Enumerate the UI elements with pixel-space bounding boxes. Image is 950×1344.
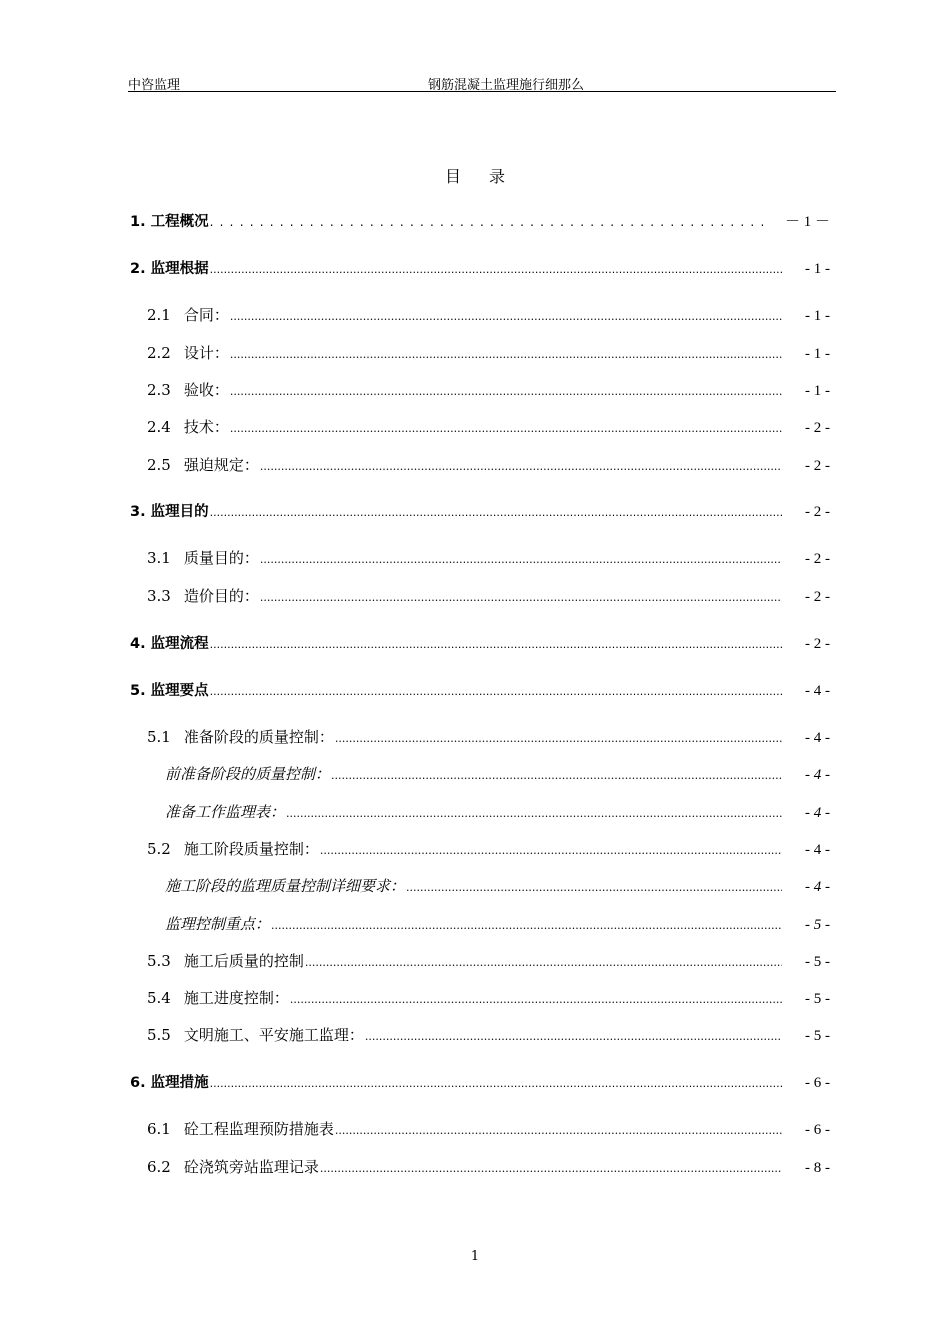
toc-dot-leader — [305, 956, 782, 969]
toc-entry-page: - 2 - — [805, 636, 830, 652]
toc-dot-leader — [260, 553, 782, 566]
toc-entry-label: 6. 监理措施 — [130, 1075, 209, 1091]
toc-dot-leader — [230, 385, 782, 398]
toc-entry-number: 2.4 — [147, 418, 171, 436]
toc-dot-leader — [335, 1124, 782, 1137]
toc-title: 目录 — [444, 167, 533, 186]
toc-dot-leader — [365, 1030, 782, 1043]
toc-dot-leader — [210, 638, 782, 651]
toc-entry-label: 1. 工程概况 — [130, 214, 209, 230]
page-header — [128, 72, 836, 92]
toc-entry-number: 2.2 — [147, 344, 171, 362]
header-left-text: 中咨监理 — [128, 78, 181, 93]
toc-entry[interactable] — [130, 632, 830, 654]
toc-entry-label: 2. 监理根据 — [130, 261, 209, 277]
toc-entry-number: 2.1 — [147, 306, 171, 324]
toc-entry-number: 5.5 — [147, 1026, 171, 1044]
toc-dot-leader — [406, 881, 782, 894]
toc-entry-number: 2.3 — [147, 381, 171, 399]
toc-entry-page: - 2 - — [805, 458, 830, 474]
toc-entry-label: 造价目的： — [183, 587, 259, 605]
toc-dot-leader — [271, 919, 782, 932]
toc-dot-leader — [210, 215, 767, 229]
toc-entry-page: - 4 - — [805, 805, 830, 821]
toc-entry-label: 文明施工、平安施工监理： — [183, 1026, 364, 1044]
toc-entry-page: - 6 - — [805, 1122, 830, 1138]
toc-entry-label: 施工后质量的控制 — [183, 952, 304, 970]
toc-entry-label: 准备阶段的质量控制： — [183, 728, 334, 746]
toc-dot-leader — [210, 506, 782, 519]
toc-dot-leader — [230, 422, 782, 435]
toc-entry-label: 技术： — [183, 418, 229, 436]
toc-entry[interactable] — [130, 1156, 830, 1178]
toc-entry[interactable] — [130, 987, 830, 1009]
toc-entry[interactable] — [130, 726, 830, 748]
toc-entry[interactable] — [130, 1024, 830, 1046]
toc-entry-label: 施工阶段质量控制： — [183, 840, 319, 858]
toc-entry[interactable] — [130, 416, 830, 438]
toc-entry-label: 4. 监理流程 — [130, 636, 209, 652]
toc-entry[interactable] — [130, 913, 830, 935]
toc-dot-leader — [335, 732, 782, 745]
toc-entry[interactable] — [130, 801, 830, 823]
toc-entry-number: 5.1 — [147, 728, 171, 746]
toc-entry[interactable] — [130, 838, 830, 860]
toc-entry-page: - 4 - — [805, 683, 830, 699]
toc-entry-number: 3.3 — [147, 587, 171, 605]
toc-dot-leader — [210, 685, 782, 698]
toc-entry[interactable] — [130, 454, 830, 476]
toc-entry[interactable] — [130, 257, 830, 279]
toc-entry[interactable] — [130, 950, 830, 972]
toc-entry[interactable] — [130, 342, 830, 364]
toc-entry[interactable] — [130, 585, 830, 607]
toc-entry[interactable] — [130, 679, 830, 701]
toc-dot-leader — [230, 348, 782, 361]
toc-entry-label: 砼浇筑旁站监理记录 — [183, 1158, 319, 1176]
toc-entry-page: - 2 - — [805, 420, 830, 436]
toc-entry-label: 监理控制重点： — [165, 915, 271, 933]
toc-dot-leader — [210, 1077, 782, 1090]
toc-dot-leader — [230, 310, 782, 323]
toc-entry-label: 质量目的： — [183, 549, 259, 567]
toc-entry-number: 2.5 — [147, 456, 171, 474]
toc-entry-label: 5. 监理要点 — [130, 683, 209, 699]
toc-entry-page: - 1 - — [805, 261, 830, 277]
toc-entry[interactable] — [130, 763, 830, 785]
toc-dot-leader — [331, 769, 782, 782]
header-title: 钢筋混凝土监理施行细那么 — [428, 78, 585, 93]
toc-entry[interactable] — [130, 1118, 830, 1140]
toc-entry-label: 设计： — [183, 344, 229, 362]
toc-entry[interactable] — [130, 379, 830, 401]
toc-entry-label: 验收： — [183, 381, 229, 399]
toc-dot-leader — [210, 263, 782, 276]
toc-entry-page: - 4 - — [805, 730, 830, 746]
toc-entry[interactable] — [130, 1071, 830, 1093]
toc-dot-leader — [320, 844, 782, 857]
toc-entry-page: - 5 - — [805, 954, 830, 970]
page-number: 1 — [470, 1249, 480, 1264]
toc-entry-page: - 5 - — [805, 1028, 830, 1044]
toc-entry[interactable] — [130, 304, 830, 326]
toc-entry-number: 5.2 — [147, 840, 171, 858]
toc-entry-page: - 1 - — [805, 346, 830, 362]
toc-entry[interactable] — [130, 500, 830, 522]
toc-entry-label: 砼工程监理预防措施表 — [183, 1120, 334, 1138]
toc-entry-label: 强迫规定： — [183, 456, 259, 474]
toc-entry-page: - 2 - — [805, 589, 830, 605]
toc-entry[interactable] — [130, 210, 830, 232]
toc-entry-page: - 2 - — [805, 551, 830, 567]
toc-entry-label: 合同： — [183, 306, 229, 324]
toc-entry-number: 3.1 — [147, 549, 171, 567]
toc-entry-label: 施工阶段的监理质量控制详细要求： — [165, 877, 406, 895]
toc-entry[interactable] — [130, 547, 830, 569]
toc-entry-page: - 1 - — [805, 383, 830, 399]
toc-entry-label: 前准备阶段的质量控制： — [165, 765, 331, 783]
toc-entry-page: - 5 - — [805, 991, 830, 1007]
toc-entry-page: - 8 - — [805, 1160, 830, 1176]
toc-dot-leader — [286, 807, 782, 820]
toc-entry-page: - 4 - — [805, 842, 830, 858]
toc-entry-label: 3. 监理目的 — [130, 504, 209, 520]
toc-entry-page: - 4 - — [805, 879, 830, 895]
toc-entry-label: 准备工作监理表： — [165, 803, 286, 821]
toc-entry-page: - 2 - — [805, 504, 830, 520]
toc-dot-leader — [320, 1162, 782, 1175]
toc-entry-page: - 1 - — [805, 308, 830, 324]
toc-entry-page: - 4 - — [805, 767, 830, 783]
toc-dot-leader — [290, 993, 782, 1006]
toc-entry-page: - 6 - — [805, 1075, 830, 1091]
toc-entry-number: 5.3 — [147, 952, 171, 970]
toc-entry-number: 6.1 — [147, 1120, 171, 1138]
toc-entry-number: 5.4 — [147, 989, 171, 1007]
toc-dot-leader — [260, 591, 782, 604]
toc-entry-page: - 5 - — [805, 917, 830, 933]
toc-entry[interactable] — [130, 875, 830, 897]
toc-entry-page: － 1 － — [784, 214, 830, 230]
toc-dot-leader — [260, 460, 782, 473]
toc-entry-number: 6.2 — [147, 1158, 171, 1176]
toc-entry-label: 施工进度控制： — [183, 989, 289, 1007]
